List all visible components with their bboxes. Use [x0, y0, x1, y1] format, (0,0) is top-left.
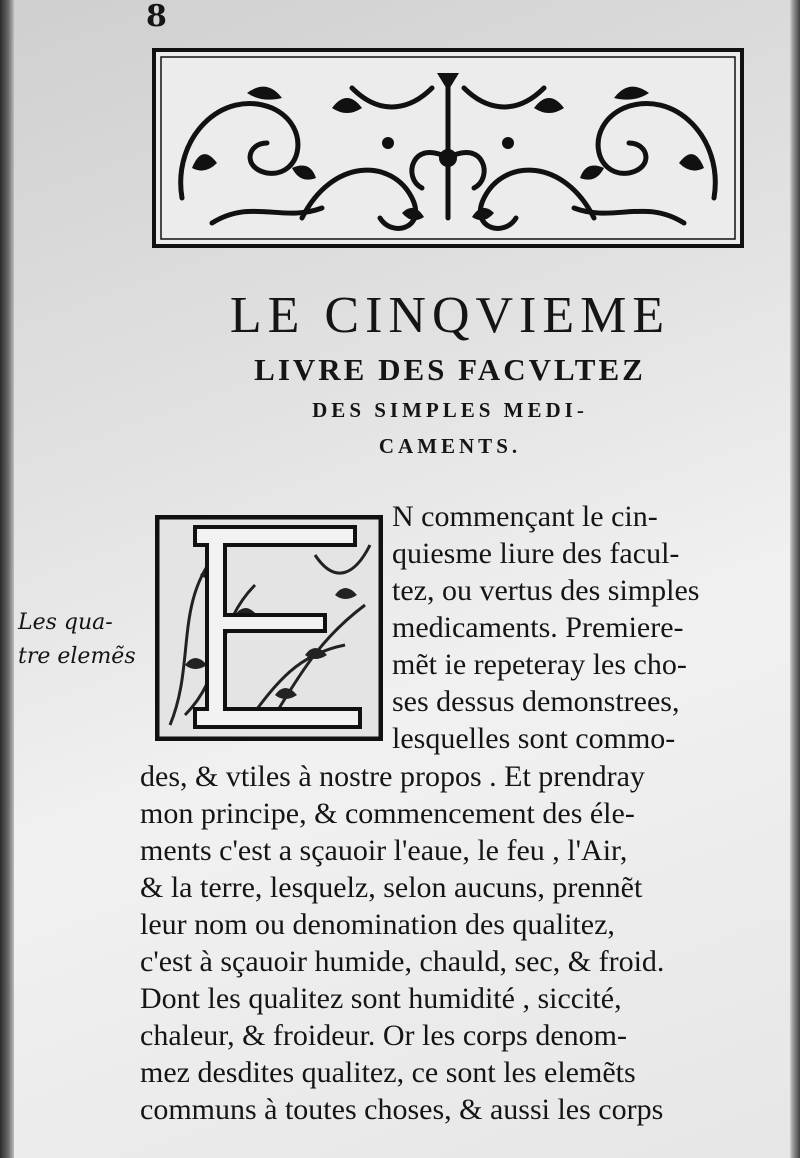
body-text-line: & la terre, lesquelz, selon aucuns, prennẽt — [140, 871, 643, 904]
title-line-3: DES SIMPLES MEDI- — [312, 398, 588, 422]
body-text-line: communs à toutes choses, & aussi les corps — [140, 1093, 664, 1126]
body-text-line: chaleur, & froideur. Or les corps denom- — [140, 1019, 627, 1052]
body-text-line: c'est à sçauoir humide, chauld, sec, & froid. — [140, 945, 665, 978]
body-text-line: N commençant le cin- — [392, 500, 658, 533]
ornamental-headpiece — [152, 48, 744, 248]
page-edge-shadow — [790, 0, 800, 1158]
body-text-line: mon principe, & commencement des éle- — [140, 797, 635, 830]
marginal-note-line: tre elemẽs — [18, 644, 136, 669]
page-number: 8 — [146, 0, 167, 34]
title-line-1: LE CINQVIEME — [229, 287, 671, 344]
body-text-line: ments c'est a sçauoir l'eaue, le feu , l'Air, — [140, 834, 628, 867]
binding-shadow — [0, 0, 14, 1158]
marginal-note — [18, 606, 148, 674]
body-text-line: mẽt ie repeteray les cho- — [392, 648, 687, 681]
title-line-4: CAMENTS. — [378, 434, 522, 458]
body-text-line: medicaments. Premiere- — [392, 611, 684, 644]
body-text-line: Dont les qualitez sont humidité , siccité, — [140, 982, 622, 1015]
body-text-line: tez, ou vertus des simples — [392, 574, 700, 607]
body-text-line: quiesme liure des facul- — [392, 537, 680, 570]
body-text-line: mez desdites qualitez, ce sont les elemẽts — [140, 1056, 636, 1089]
body-text-line: leur nom ou denomination des qualitez, — [140, 908, 615, 941]
title-line-2: LIVRE DES FACVLTEZ — [254, 352, 646, 387]
decorated-drop-cap — [155, 515, 383, 741]
marginal-note-line: Les qua- — [18, 610, 113, 635]
body-text-line: lesquelles sont commo- — [392, 722, 676, 755]
body-text-line: ses dessus demonstrees, — [392, 685, 680, 718]
body-text-line: des, & vtiles à nostre propos . Et prendray — [140, 760, 645, 793]
